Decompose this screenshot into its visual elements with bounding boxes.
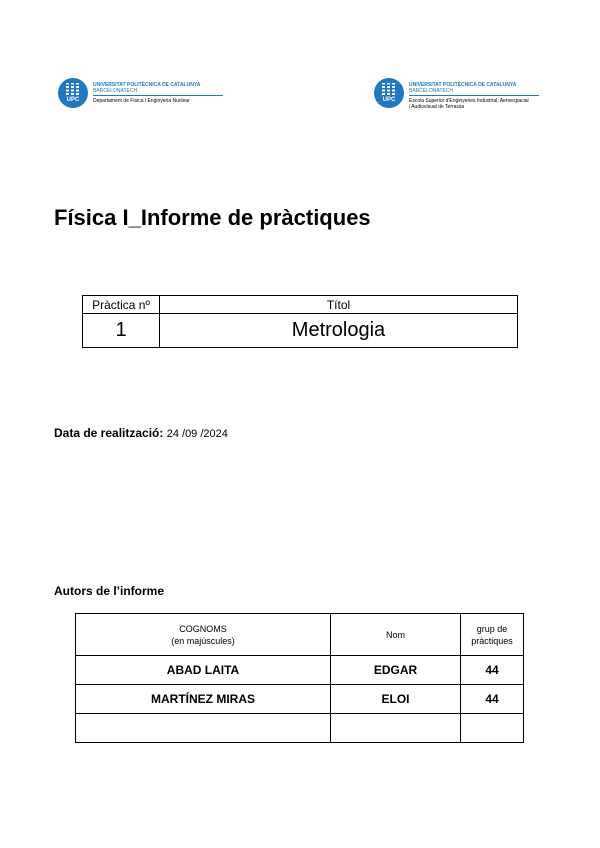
name-cell: ELOI xyxy=(331,685,461,714)
university-name: UNIVERSITAT POLITÈCNICA DE CATALUNYA xyxy=(93,82,201,88)
name-cell xyxy=(331,714,461,743)
header-practice-number: Pràctica nº xyxy=(83,296,160,314)
date-value: 24 /09 /2024 xyxy=(166,428,228,440)
group-cell: 44 xyxy=(461,685,524,714)
table-row xyxy=(76,714,524,743)
surname-cell: MARTÍNEZ MIRAS xyxy=(76,685,331,714)
surname-cell: ABAD LAITA xyxy=(76,656,331,685)
upc-emblem-icon: UPC xyxy=(58,78,88,108)
authors-heading: Autors de l’informe xyxy=(54,584,165,598)
brand-name: BARCELONATECH xyxy=(409,88,539,96)
practice-name: Metrologia xyxy=(160,314,518,348)
practice-number: 1 xyxy=(83,314,160,348)
table-row xyxy=(76,685,524,714)
header-group: grup de pràctiques xyxy=(461,614,524,656)
document-title: Física I_Informe de pràctiques xyxy=(54,205,371,230)
unit-name: Departament de Física i Enginyeria Nuclear xyxy=(93,98,190,104)
table-row xyxy=(76,656,524,685)
unit-name: Escola Superior d'Enginyeries Industrial, Aeroespacial i Audiovisual de Terrassa xyxy=(409,98,529,110)
brand-name: BARCELONATECH xyxy=(93,88,223,96)
name-cell: EDGAR xyxy=(331,656,461,685)
date-label: Data de realització: xyxy=(54,426,164,440)
upc-emblem-icon: UPC xyxy=(374,78,404,108)
practice-table xyxy=(82,295,518,348)
date-line xyxy=(54,426,228,440)
university-name: UNIVERSITAT POLITÈCNICA DE CATALUNYA xyxy=(409,82,517,88)
upc-logo-school xyxy=(374,78,539,110)
header-surname: COGNOMS (en majúscules) xyxy=(76,614,331,656)
header-name: Nom xyxy=(331,614,461,656)
group-cell: 44 xyxy=(461,656,524,685)
authors-table xyxy=(75,613,524,743)
header-title: Títol xyxy=(160,296,518,314)
upc-logo-department xyxy=(58,78,223,108)
surname-cell xyxy=(76,714,331,743)
group-cell xyxy=(461,714,524,743)
